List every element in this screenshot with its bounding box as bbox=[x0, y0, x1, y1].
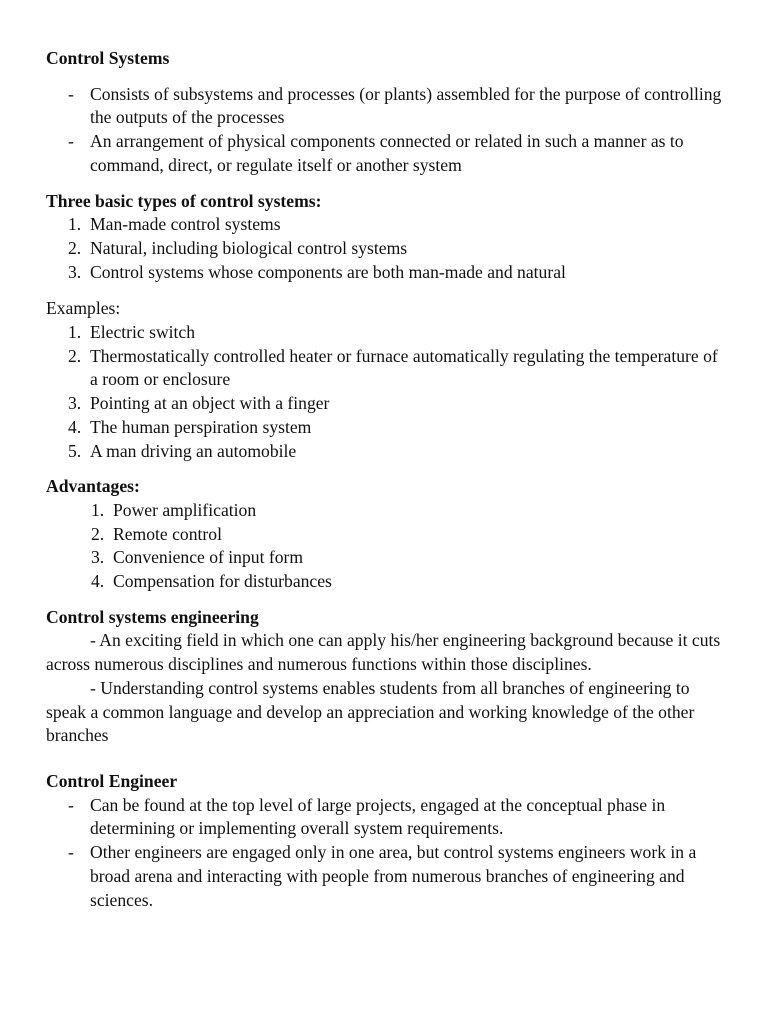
section-advantages bbox=[46, 475, 728, 594]
list-item-text: Natural, including biological control systems bbox=[90, 237, 408, 258]
number-marker: 3. bbox=[68, 393, 82, 414]
number-marker: 3. bbox=[68, 261, 82, 282]
dash-marker: - bbox=[68, 842, 74, 863]
dash-marker: - bbox=[68, 83, 74, 104]
list-item bbox=[46, 546, 728, 570]
list-item-text: An arrangement of physical components connected or related in such a manner as to command, direct, or regulate itself or another system bbox=[90, 131, 684, 175]
list-item-text: The human perspiration system bbox=[90, 416, 312, 437]
number-marker: 1. bbox=[68, 214, 82, 235]
section-control-systems bbox=[46, 47, 728, 178]
list-item-text: Pointing at an object with a finger bbox=[90, 393, 330, 414]
heading-control-systems: Control Systems bbox=[46, 48, 170, 68]
list-item bbox=[46, 345, 728, 392]
number-marker: 2. bbox=[68, 345, 82, 366]
list-item bbox=[46, 321, 728, 345]
list-item bbox=[46, 841, 728, 912]
number-marker: 1. bbox=[91, 499, 105, 520]
list-item bbox=[46, 83, 728, 130]
list-item-text: Control systems whose components are both man-made and natural bbox=[90, 261, 566, 282]
list-item-text: Power amplification bbox=[113, 499, 257, 520]
list-item bbox=[46, 440, 728, 464]
heading-engineering: Control systems engineering bbox=[46, 606, 259, 627]
list-item bbox=[46, 237, 728, 261]
number-marker: 4. bbox=[68, 416, 82, 437]
list-item bbox=[46, 416, 728, 440]
list-item bbox=[46, 261, 728, 285]
document-page bbox=[46, 47, 728, 912]
list-item bbox=[46, 794, 728, 841]
number-marker: 5. bbox=[68, 440, 82, 461]
list-item bbox=[46, 570, 728, 594]
list-item-text: Can be found at the top level of large projects, engaged at the conceptual phase in determining or implementing overall system requirements. bbox=[90, 794, 666, 839]
dash-marker: - bbox=[68, 131, 74, 152]
list-item-text: Consists of subsystems and processes (or plants) assembled for the purpose of controlling the outputs of the processes bbox=[90, 83, 722, 128]
examples-list bbox=[46, 321, 728, 463]
list-item-text: Electric switch bbox=[90, 322, 196, 343]
list-item bbox=[46, 499, 728, 523]
number-marker: 2. bbox=[91, 523, 105, 544]
heading-examples: Examples: bbox=[46, 298, 121, 319]
number-marker: 4. bbox=[91, 571, 105, 592]
list-item bbox=[46, 213, 728, 237]
section-control-engineer bbox=[46, 770, 728, 912]
control-engineer-list bbox=[46, 794, 728, 913]
paragraph: - An exciting field in which one can apply his/her engineering background because it cuts across numerous disciplines and numerous functions within those disciplines. bbox=[46, 630, 721, 675]
list-item-text: Convenience of input form bbox=[113, 547, 304, 568]
heading-types: Three basic types of control systems: bbox=[46, 190, 322, 211]
list-item-text: Other engineers are engaged only in one area, but control systems engineers work in a broad arena and interacting with people from numerous branches of engineering and sciences. bbox=[90, 842, 697, 910]
list-item bbox=[46, 392, 728, 416]
section-examples bbox=[46, 297, 728, 463]
list-item-text: Thermostatically controlled heater or furnace automatically regulating the temperature of a room or enclosure bbox=[90, 345, 718, 390]
control-systems-list bbox=[46, 83, 728, 178]
list-item-text: A man driving an automobile bbox=[90, 440, 297, 461]
list-item-text: Remote control bbox=[113, 523, 222, 544]
number-marker: 2. bbox=[68, 237, 82, 258]
number-marker: 1. bbox=[68, 322, 82, 343]
list-item bbox=[46, 523, 728, 547]
types-list bbox=[46, 213, 728, 284]
section-types bbox=[46, 190, 728, 285]
number-marker: 3. bbox=[91, 547, 105, 568]
list-item-text: Compensation for disturbances bbox=[113, 571, 332, 592]
advantages-list bbox=[46, 499, 728, 594]
list-item-text: Man-made control systems bbox=[90, 214, 281, 235]
heading-advantages: Advantages: bbox=[46, 476, 140, 497]
paragraph: - Understanding control systems enables students from all branches of engineering to speak a common language and develop an appreciation and working knowledge of the other branches bbox=[46, 677, 695, 746]
section-engineering bbox=[46, 606, 728, 748]
heading-control-engineer: Control Engineer bbox=[46, 770, 178, 791]
list-item bbox=[46, 130, 728, 177]
dash-marker: - bbox=[68, 794, 74, 815]
